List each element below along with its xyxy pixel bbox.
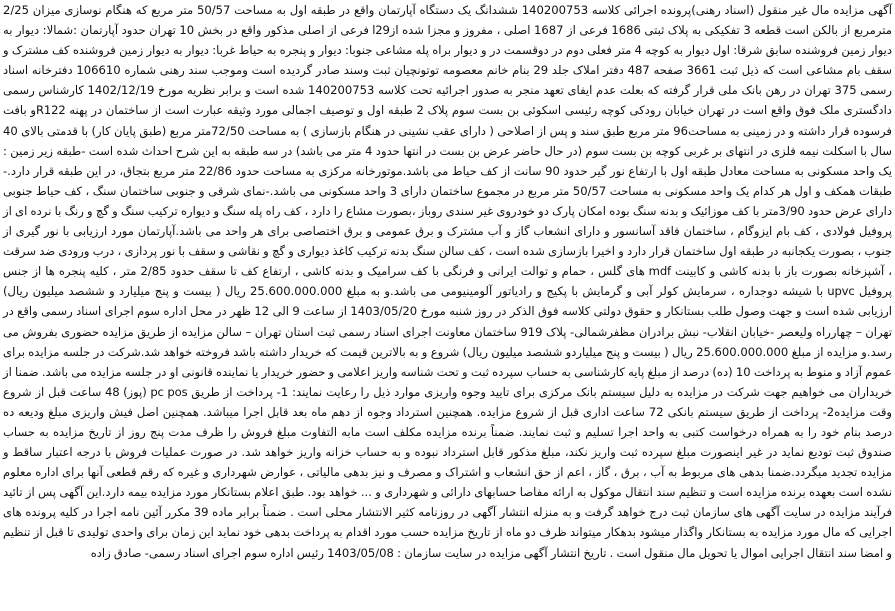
auction-notice-text: آگهی مزایده مال غیر منقول (اسناد رهنی)پرونده اجرائی کلاسه 140200753 ششدانگ یک دستگاه آپارتمان واقع در طبقه اول به مساحت 50/57 متر مربع که هنگام نوسازی میزان 2/25 مترمربع از بالکن است قطعه 3 تفکیکی به پلاک ثبتی 1686 فرعی از 1687 اصلی ، مفروز و مجزا شده ازl29 فرعی از اصلی مذکور واقع در بخش 10 تهران حدود آپارتمان :شمالا: دیوار به دیوار زمین فروشنده سابق شرقا: اول دیوار به کوچه 4 متر فعلی دوم در دوقسمت در و دیوار براه پله مشاعی جنوبا: دیوار و پنجره به حیاط غربا: دیوار به دیوار زمین فروشنده کف مشترک و سقف بام مشاعی است که ذیل ثبت 3661 صفحه 487 دفتر املاک جلد 29 بنام خانم معصومه توتونچیان ثبت وسند صادر گردیده است وموجب سند رهنی شماره 106610 دفترخانه اسناد رسمی 375 تهران در رهن بانک ملی قرار گرفته که بعلت عدم ایفای تعهد منجر به صدور اجرائیه تحت کلاسه 140200753 شده است و برابر نظریه مورخ 1402/12/19 کارشناس رسمی دادگستری ملک فوق واقع است در تهران خیابان رودکی کوچه رئیسی اسکوئی بن بست سوم پلاک 2 طبقه اول و توصیف اجمالی مورد وثیقه عبارت است از ساختمان در پهنه R122و بافت فرسوده قرار داشته و در زمینی به مساحت96 متر مربع طبق سند و پس از اصلاحی ( دارای عقب نشینی در هنگام بازسازی ) به مساحت 72/50متر مربع (طبق پایان کار) با قدمتی بالای 40 سال با اسکلت نیمه فلزی در انتهای بر غربی کوچه بن بست سوم (در حال حاضر عرض بن بست در انتها حدود 4 متر می باشد) در سه طبقه به این شرح احداث شده است -طبقه زیر زمین : یک واحد مسکونی به مساحت معادل طبقه اول با ارتفاع نور گیر حدود 90 سانت از کف حیاط می باشد.موتورخانه مرکزی به مساحت حدود 22/86 متر مربع بتجاق، در این طبقه قرار دارد.-طبقات همکف و اول هر کدام یک واحد مسکونی به مساحت 50/57 متر مربع در مجموع ساختمان دارای 3 واحد مسکونی می باشد.-نمای شرقی و جنوبی ساختمان سنگ ، کف حیاط جنوبی دارای عرض حدود 3/90متر با کف موزائیک و بدنه سنگ بوده امکان پارک دو خودروی غیر سندی روباز ،بصورت مشاع را دارد ، کف راه پله سنگ و دیواره ترکیب سنگ و گچ و رنگ با نرده ای از پروفیل فولادی ، کف بام ایزوگام ، ساختمان فاقد آسانسور و دارای انشعاب گاز و آب مشترک و برق عمومی و برق اختصاصی برای هر واحد می باشد.آپارتمان مورد ارزیابی با نور گیری از جنوب ، بصورت یکجانبه در طبقه اول ساختمان قرار دارد و اخیرا بازسازی شده است ، کف سالن سنگ بدنه ترکیب کاغذ دیواری و گچ و نقاشی و سقف با نور پردازی ، درب ورودی ضد سرقت ، آشپزخانه بصورت باز با بدنه کاشی و کابینت mdf های گلس ، حمام و توالت ایرانی و فرنگی با کف سرامیک و بدنه کاشی ، ارتفاع کف تا سقف حدود 2/85 متر ، کلیه پنجره ها از جنس پروفیل upvc با شیشه دوجداره ، سرمایش کولر آبی و گرمایش با پکیج و رادیاتور آلومینیومی می باشد.و به مبلغ 25.600.000.000 ریال ( بیست و پنج میلیارد و ششصد میلیون ریال) ارزیابی شده است و جهت وصول طلب بستانکار و حقوق دولتی کلاسه فوق الذکر در روز شنبه مورخ 1403/05/20 از ساعت 9 الی 12 ظهر در محل اداره سوم اجرای اسناد رسمی واقع در تهران – چهارراه ولیعصر -خیابان انقلاب- نبش برادران مظفرشمالی- پلاک 919 ساختمان معاونت اجرای اسناد رسمی ثبت استان تهران – سالن مزایده از طریق مزایده حضوری بفروش می رسد.و مزایده از مبلغ 25.600.000.000 ریال ( بیست و پنج میلیاردو ششصد میلیون ریال) شروع و به بالاترین قیمت که خریدار داشته باشد فروخته خواهد شد.شرکت در جلسه مزایده برای عموم آزاد و منوط به پرداخت 10 (ده) درصد از مبلغ پایه کارشناسی به حساب سپرده ثبت و تحت شناسه واریز اعلامی و حضور خریدار یا نماینده قانونی او در جلسه مزایده می باشد. ضمنا از خریداران می خواهیم جهت شرکت در مزایده به دلیل سیستم بانک مرکزی برای تایید وجوه واریزی موارد ذیل را رعایت نمایند: 1- پرداخت از طریق pc pos (پوز) 48 ساعت قبل از شروع وقت مزایده2- پرداخت از طریق سیستم بانکی 72 ساعت اداری قبل از شروع مزایده. همچنین استرداد وجوه از دهم ماه بعد قابل اجرا میباشد. همچنین اصل فیش واریزی مبلغ ودیعه ده درصد بنام خود را به همراه درخواست کتبی به واحد اجرا تسلیم و ثبت نمایند. ضمناً برنده مزایده مکلف است مابه التفاوت مبلغ فروش را ظرف مدت پنج روز از تاریخ مزایده به حساب صندوق ثبت تودیع نماید در غیر اینصورت مبلغ سپرده ثبت واریز نکند، مبلغ مذکور قابل استرداد نبوده و به حساب خزانه واریز خواهد شد. در صورت عملیات فروش با درجه اعتبار ساقط و مزایده تجدید میگردد.ضمنا بدهی های مربوط به آب ، برق ، گاز ، اعم از حق انشعاب و اشتراک و مصرف و نیز بدهی مالیاتی ، عوارض شهرداری و غیره که رقم قطعی آنها برای اداره معلوم نشده است بعهده برنده مزایده است و تنظیم سند انتقال موکول به ارائه مفاصا حسابهای دارائی و شهرداری و ... خواهد بود. طبق اعلام بستانکار مورد مزایده بیمه دارد.این آگهی پس از تائید فرآیند مزایده در سایت آگهی های سازمان ثبت درج خواهد گرفت و به منزله انتشار آگهی در روزنامه کثیر الانتشار محلی است . ضمناً برابر ماده 39 مکرر آئین نامه اجرا در کلیه پرونده های اجرایی که مال مورد مزایده به بستانکار واگذار میشود بدهکار میتواند ظرف دو ماه از تاریخ مزایده حسب مورد اقدام به پرداخت بدهی خود نماید این زمان برای واحدی تولیدی تا قبل از تنظیم و امضا سند انتقال اجرایی اموال یا تحویل مال منقول است . تاریخ انتشار آگهی مزایده در سایت سازمان : 1403/05/08 رئیس اداره سوم اجرای اسناد رسمی- صادق زاده	[3, 3, 893, 560]
